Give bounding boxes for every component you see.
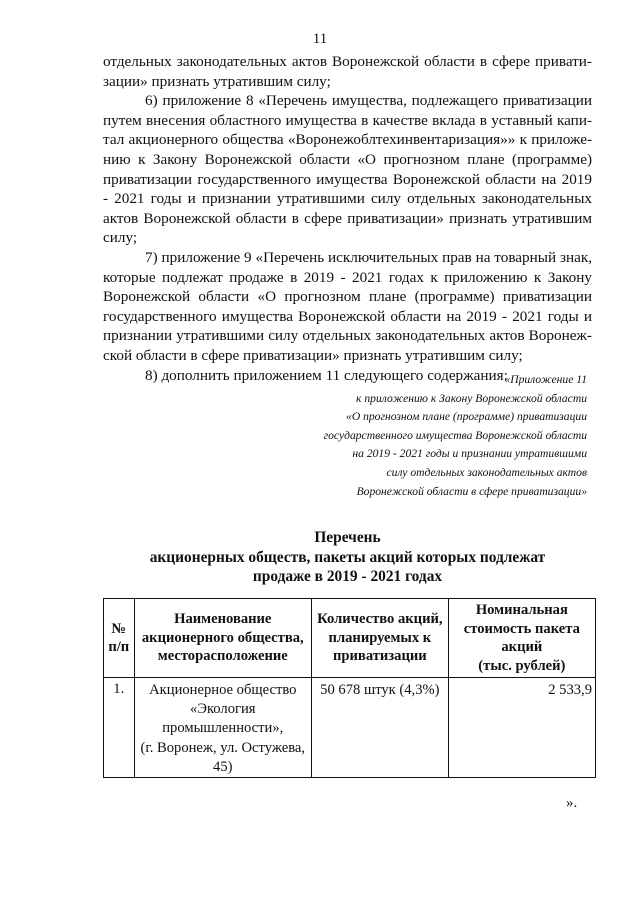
- list-heading: [103, 528, 592, 587]
- text-line: признании утратившими силу отдельных законодательных актов Воронеж-: [103, 327, 592, 345]
- text-line: 8) дополнить приложением 11 следующего содержания:: [145, 366, 508, 384]
- header-line: п/п: [108, 639, 130, 655]
- text-line: ской области в сфере приватизации» признать утратившим силу;: [103, 346, 523, 364]
- heading-subtitle: продаже в 2019 - 2021 годах: [252, 568, 443, 586]
- companies-table: [103, 598, 596, 778]
- header-line: Наименование: [174, 611, 272, 628]
- appendix-note-line: государственного имущества Воронежской области: [323, 428, 587, 442]
- text-line: зации» признать утратившим силу;: [103, 72, 331, 90]
- text-line: - 2021 годы и признании утратившими силу отдельных законодательных: [103, 190, 592, 208]
- paragraph: [103, 52, 592, 91]
- text-line: государственного имущества Воронежской области на 2019 - 2021 годы и: [103, 307, 592, 325]
- header-line: акций: [501, 639, 543, 655]
- share-quantity: 50 678 штук (4,3%): [312, 678, 449, 778]
- paragraph-item-6: [103, 91, 592, 248]
- text-line: Воронежской области «О прогнозном плане (программе) приватизации: [103, 288, 592, 306]
- text-line: приватизации государственного имущества Воронежской области на 2019: [103, 170, 592, 188]
- appendix-note-line: к приложению к Закону Воронежской области: [356, 391, 587, 405]
- appendix-note: [267, 371, 587, 501]
- paragraph-item-7: [103, 248, 592, 366]
- closing-quote-mark: ».: [566, 795, 578, 811]
- text-line: тал акционерного общества «Воронежоблтехинвентаризация»» к приложе-: [103, 131, 592, 149]
- header-share-quantity: [312, 599, 449, 678]
- text-line: силу;: [103, 229, 138, 247]
- text-line: 6) приложение 8 «Перечень имущества, подлежащего приватизации: [145, 92, 592, 110]
- text-line: которые подлежат продаже в 2019 - 2021 годах к приложению к Закону: [103, 268, 592, 286]
- header-line: Количество акций,: [317, 611, 443, 628]
- page-number: 11: [312, 31, 328, 47]
- company-name-line: «Экология промышленности»,: [162, 701, 284, 737]
- header-line: Номинальная: [475, 602, 568, 618]
- table-header-row: [104, 599, 596, 678]
- company-name-line: (г. Воронеж, ул. Остужева,: [140, 739, 306, 756]
- appendix-note-line: «О прогнозном плане (программе) приватизации: [346, 410, 587, 424]
- text-line: отдельных законодательных актов Воронежской области в сфере привати-: [103, 53, 592, 70]
- header-line: месторасположение: [157, 648, 288, 665]
- appendix-note-line: на 2019 - 2021 годы и признании утратившими: [352, 447, 587, 461]
- heading-title: Перечень: [314, 529, 381, 546]
- company-name-line: 45): [213, 758, 233, 775]
- text-line: 7) приложение 9 «Перечень исключительных прав на товарный знак,: [145, 248, 592, 266]
- header-line: приватизации: [333, 648, 427, 665]
- heading-subtitle: акционерных обществ, пакеты акций которых подлежат: [149, 548, 546, 566]
- text-line: нию к Закону Воронежской области «О прогнозном плане (программе): [103, 150, 592, 168]
- header-line: (тыс. рублей): [478, 657, 566, 674]
- appendix-note-line: «Приложение 11: [504, 373, 587, 386]
- header-nominal-value: [448, 599, 595, 678]
- appendix-note-line: силу отдельных законодательных актов: [386, 465, 587, 479]
- text-line: путем внесения областного имущества в качестве вклада в уставный капи-: [103, 111, 592, 129]
- company-name: [134, 678, 312, 778]
- header-company-name: [134, 599, 312, 678]
- company-name-line: Акционерное общество: [149, 682, 297, 698]
- header-line: акционерного общества,: [141, 629, 304, 646]
- header-line: планируемых к: [328, 629, 432, 646]
- table-row: [104, 678, 596, 778]
- text-line: актов Воронежской области в сфере приватизации» признать утратившим: [103, 209, 592, 227]
- appendix-note-line: Воронежской области в сфере приватизации»: [356, 484, 587, 498]
- header-number: [104, 599, 135, 678]
- header-line: стоимость пакета: [463, 620, 580, 637]
- header-line: №: [111, 620, 127, 637]
- nominal-value: 2 533,9: [448, 678, 595, 778]
- body-text: [103, 52, 592, 385]
- row-number: 1.: [104, 678, 135, 778]
